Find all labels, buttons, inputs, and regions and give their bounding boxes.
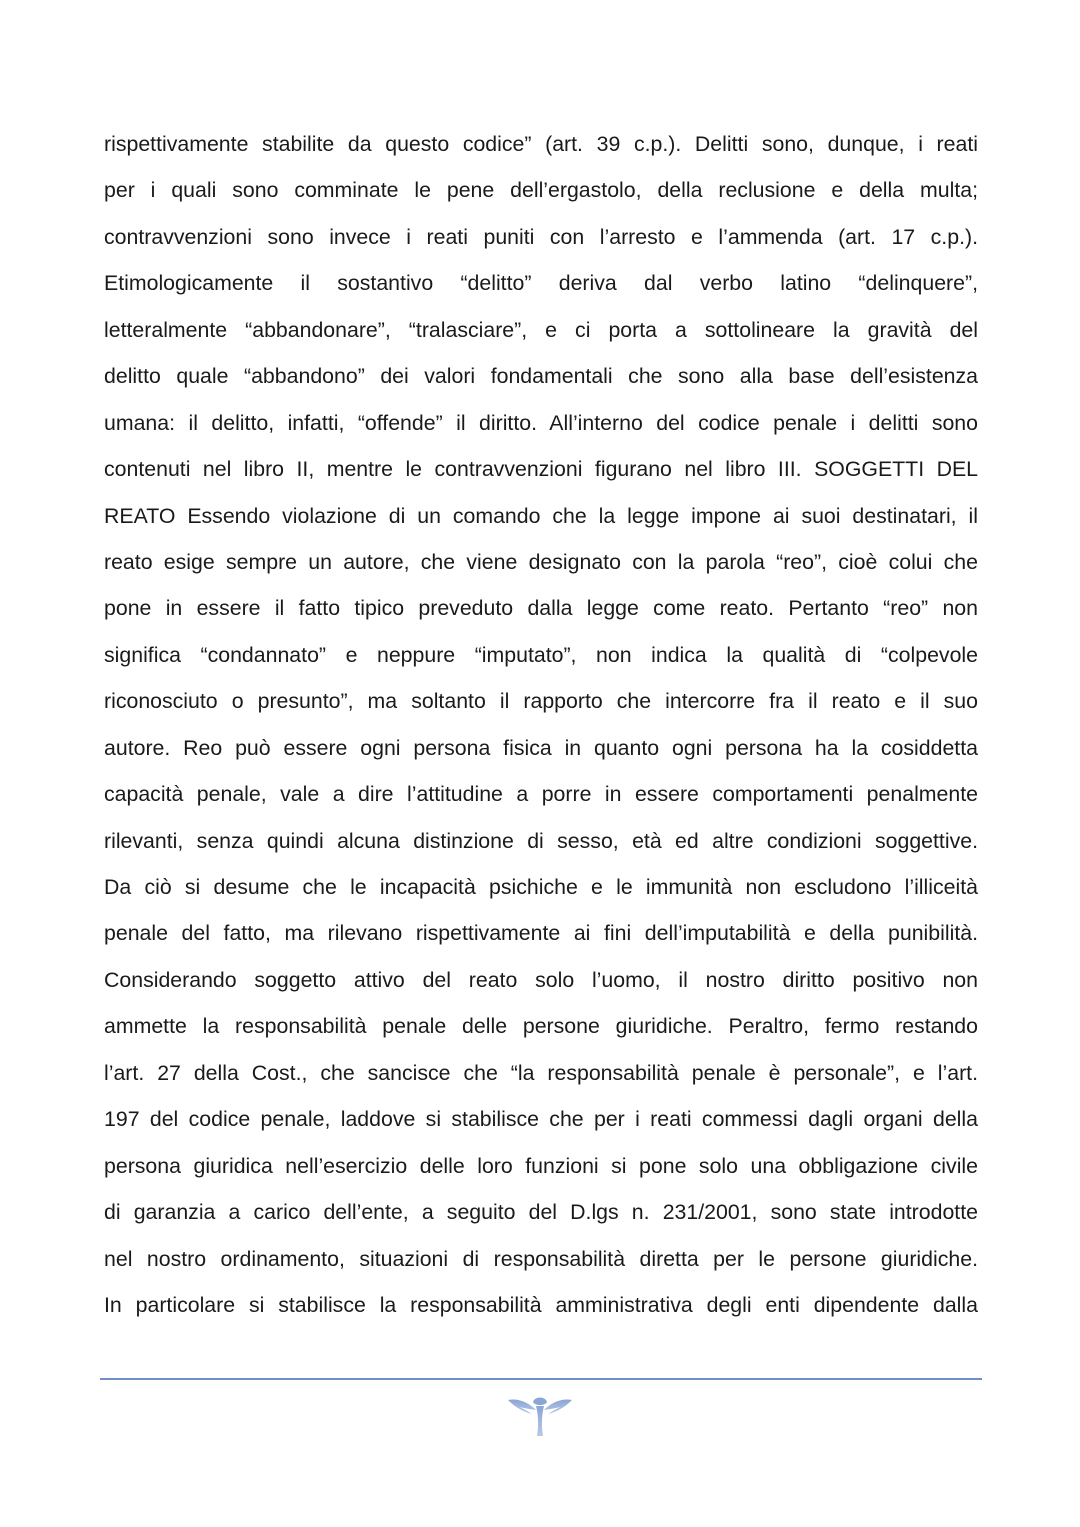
text-line-13: riconosciuto o presunto”, ma soltanto il rapporto che intercorre fra il reato e il suo: [104, 689, 978, 714]
text-line-4: Etimologicamente il sostantivo “delitto” deriva dal verbo latino “delinquere”,: [104, 271, 978, 296]
text-line-11: pone in essere il fatto tipico preveduto dalla legge come reato. Pertanto “reo” non: [104, 596, 978, 621]
text-line-9: REATO Essendo violazione di un comando che la legge impone ai suoi destinatari, il: [104, 503, 978, 528]
text-line-24: di garanzia a carico dell’ente, a seguito del D.lgs n. 231/2001, sono state introdotte: [104, 1200, 978, 1225]
text-line-14: autore. Reo può essere ogni persona fisica in quanto ogni persona ha la cosiddetta: [104, 735, 978, 760]
text-line-5: letteralmente “abbandonare”, “tralasciare”, e ci porta a sottolineare la gravità del: [104, 317, 978, 342]
text-line-25: nel nostro ordinamento, situazioni di responsabilità diretta per le persone giuridiche.: [104, 1246, 978, 1271]
text-line-21: l’art. 27 della Cost., che sancisce che “la responsabilità penale è personale”, e l’art.: [104, 1060, 978, 1085]
text-line-3: contravvenzioni sono invece i reati puniti con l’arresto e l’ammenda (art. 17 c.p.).: [104, 224, 978, 249]
text-line-16: rilevanti, senza quindi alcuna distinzione di sesso, età ed altre condizioni soggettive.: [104, 828, 978, 853]
text-line-17: Da ciò si desume che le incapacità psichiche e le immunità non escludono l’illiceità: [104, 875, 978, 899]
text-line-19: Considerando soggetto attivo del reato solo l’uomo, il nostro diritto positivo non: [104, 967, 978, 992]
text-line-6: delitto quale “abbandono” dei valori fondamentali che sono alla base dell’esistenza: [104, 364, 978, 389]
bird-logo-icon: [506, 1392, 574, 1440]
text-line-8: contenuti nel libro II, mentre le contravvenzioni figurano nel libro III. SOGGETTI DEL: [104, 457, 978, 482]
text-line-7: umana: il delitto, infatti, “offende” il diritto. All’interno del codice penale i delitti sono: [104, 410, 978, 435]
body-text: [104, 121, 978, 1328]
text-line-15: capacità penale, vale a dire l’attitudine a porre in essere comportamenti penalmente: [104, 782, 978, 807]
footer-divider: [100, 1378, 982, 1380]
text-line-22: 197 del codice penale, laddove si stabilisce che per i reati commessi dagli organi della: [104, 1107, 978, 1132]
text-line-18: penale del fatto, ma rilevano rispettivamente ai fini dell’imputabilità e della punibilità.: [104, 921, 978, 946]
text-line-10: reato esige sempre un autore, che viene designato con la parola “reo”, cioè colui che: [104, 549, 978, 574]
text-line-20: ammette la responsabilità penale delle persone giuridiche. Peraltro, fermo restando: [104, 1014, 978, 1039]
text-line-1: rispettivamente stabilite da questo codice” (art. 39 c.p.). Delitti sono, dunque, i reati: [104, 132, 978, 156]
text-line-12: significa “condannato” e neppure “imputato”, non indica la qualità di “colpevole: [104, 642, 978, 667]
text-line-26: In particolare si stabilisce la responsabilità amministrativa degli enti dipendente dalla: [104, 1292, 978, 1317]
text-line-23: persona giuridica nell’esercizio delle loro funzioni si pone solo una obbligazione civile: [104, 1153, 978, 1178]
text-line-2: per i quali sono comminate le pene dell’ergastolo, della reclusione e della multa;: [104, 178, 978, 203]
